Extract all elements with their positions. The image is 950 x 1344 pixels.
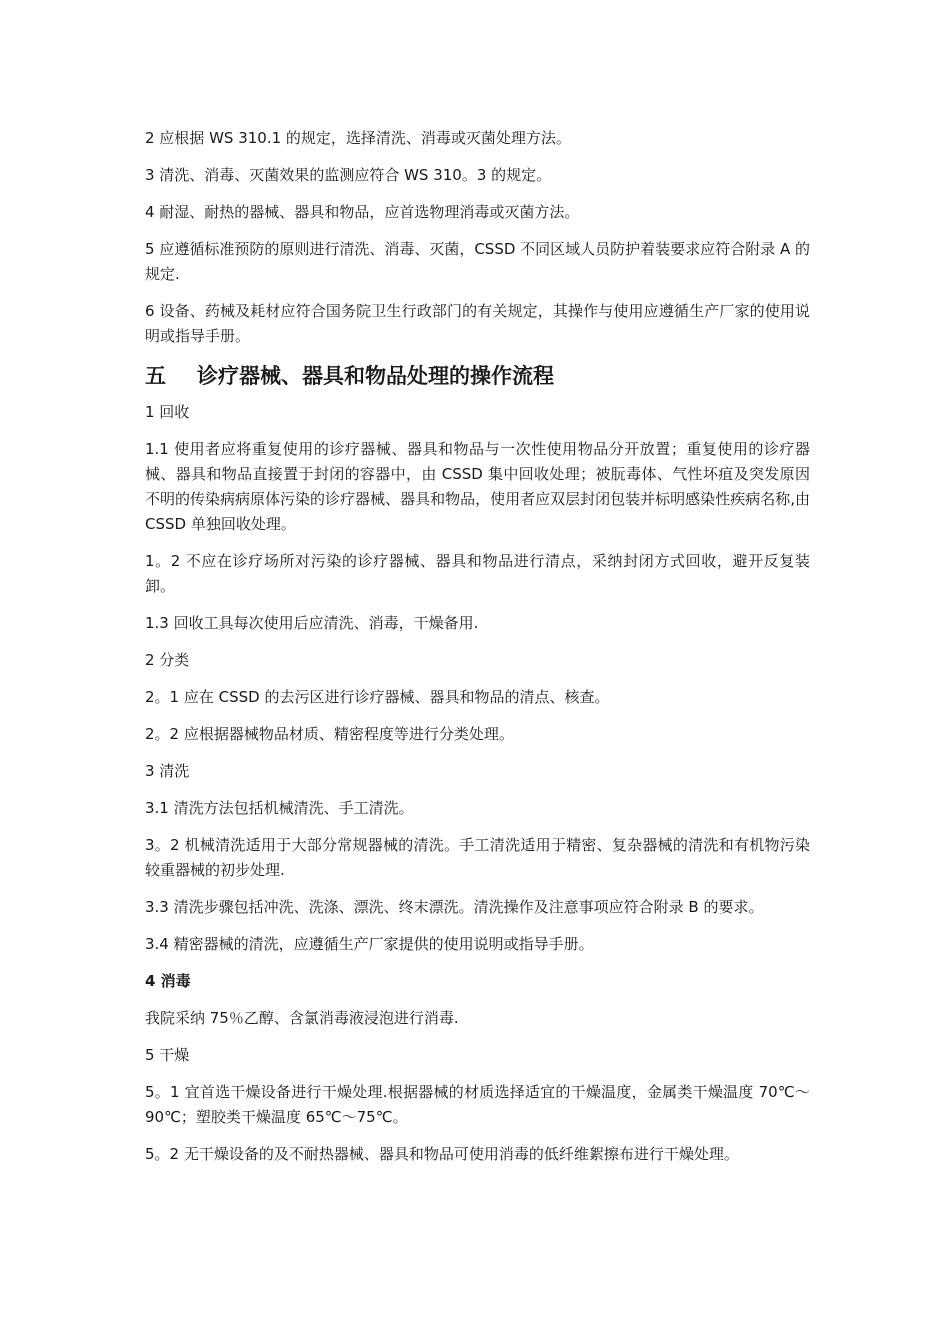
paragraph-6: 6 设备、药械及耗材应符合国务院卫生行政部门的有关规定，其操作与使用应遵循生产厂家的使用说明或指导手册。 [145, 302, 810, 345]
paragraph-1-3: 1.3 回收工具每次使用后应清洗、消毒，干燥备用. [145, 614, 479, 632]
subheading-recycle: 1 回收 [145, 403, 190, 421]
section-title: 诊疗器械、器具和物品处理的操作流程 [197, 364, 554, 388]
subheading-dry: 5 干燥 [145, 1046, 190, 1064]
paragraph-3-3: 3.3 清洗步骤包括冲洗、洗涤、漂洗、终末漂洗。清洗操作及注意事项应符合附录 B 的要求。 [145, 898, 764, 916]
paragraph-3: 3 清洗、消毒、灭菌效果的监测应符合 WS 310。3 的规定。 [145, 166, 552, 184]
subheading-clean: 3 清洗 [145, 762, 190, 780]
paragraph-4-1: 我院采纳 75％乙醇、含氯消毒液浸泡进行消毒. [145, 1009, 459, 1027]
document-page [145, 126, 810, 1179]
paragraph-3-4: 3.4 精密器械的清洗，应遵循生产厂家提供的使用说明或指导手册。 [145, 935, 594, 953]
paragraph-4: 4 耐湿、耐热的器械、器具和物品，应首选物理消毒或灭菌方法。 [145, 203, 580, 221]
subheading-classify: 2 分类 [145, 651, 190, 669]
paragraph-3-1: 3.1 清洗方法包括机械清洗、手工清洗。 [145, 799, 414, 817]
paragraph-2-2: 2。2 应根据器械物品材质、精密程度等进行分类处理。 [145, 725, 514, 743]
paragraph-5-2: 5。2 无干燥设备的及不耐热器械、器具和物品可使用消毒的低纤维絮擦布进行干燥处理。 [145, 1145, 739, 1163]
paragraph-5: 5 应遵循标准预防的原则进行清洗、消毒、灭菌，CSSD 不同区域人员防护着装要求应符合附录 A 的规定. [145, 240, 810, 283]
paragraph-3-2: 3。2 机械清洗适用于大部分常规器械的清洗。手工清洗适用于精密、复杂器械的清洗和有机物污染较重器械的初步处理. [145, 836, 810, 879]
paragraph-2-1: 2。1 应在 CSSD 的去污区进行诊疗器械、器具和物品的清点、核查。 [145, 688, 610, 706]
section-heading [145, 361, 810, 391]
subheading-disinfect: 4 消毒 [145, 972, 191, 990]
paragraph-1-2: 1。2 不应在诊疗场所对污染的诊疗器械、器具和物品进行清点，采纳封闭方式回收，避开反复装卸。 [145, 552, 810, 595]
paragraph-1-1: 1.1 使用者应将重复使用的诊疗器械、器具和物品与一次性使用物品分开放置；重复使用的诊疗器械、器具和物品直接置于封闭的容器中，由 CSSD 集中回收处理；被朊毒体、气性坏疽及突发原因不明的传染病病原体污染的诊疗器械、器具和物品，使用者应双层封闭包装并标明感染性疾病名称,由 CSSD 单独回收处理。 [145, 440, 810, 533]
paragraph-2: 2 应根据 WS 310.1 的规定，选择清洗、消毒或灭菌处理方法。 [145, 129, 571, 147]
section-number: 五 [145, 364, 166, 388]
paragraph-5-1: 5。1 宜首选干燥设备进行干燥处理.根据器械的材质选择适宜的干燥温度，金属类干燥温度 70℃～90℃；塑胶类干燥温度 65℃～75℃。 [145, 1083, 810, 1126]
